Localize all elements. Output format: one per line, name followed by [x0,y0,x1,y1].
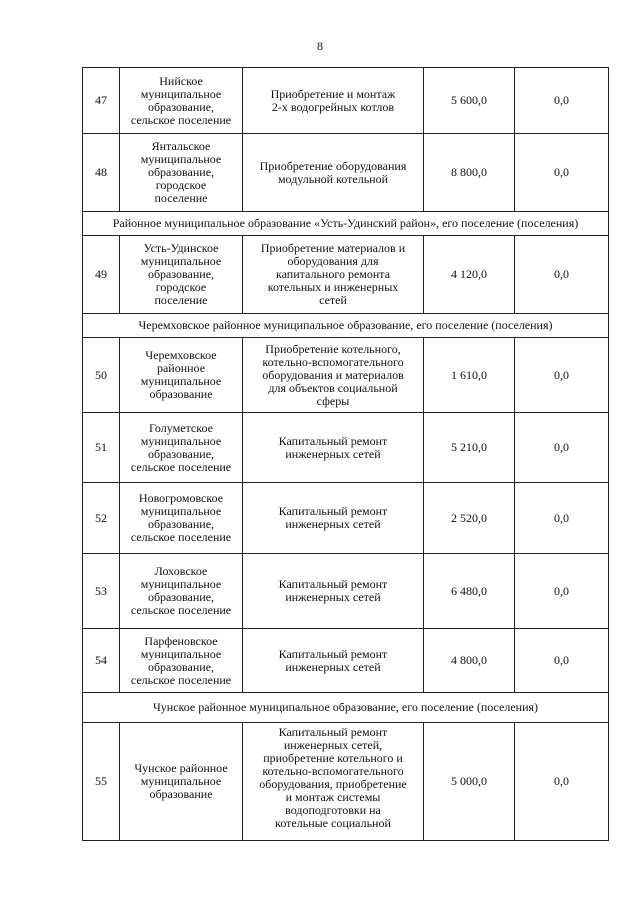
row-number: 50 [83,338,120,413]
purpose-text: Приобретение и монтаж 2-х водогрейных котлов [270,86,396,114]
row-number: 49 [83,236,120,314]
municipality-name: Нийское муниципальное образование, сельское поселение [130,73,232,127]
row-number: 47 [83,68,120,134]
purpose-text: Капитальный ремонт инженерных сетей [278,433,388,461]
value2-cell: 0,0 [515,629,609,693]
funding-table [82,67,609,841]
purpose-cell [243,629,424,693]
amount-cell: 5 000,0 [424,723,515,841]
municipality-cell [120,134,243,212]
purpose-cell [243,723,424,841]
table-row [83,338,609,413]
section-row [83,212,609,236]
value2-cell: 0,0 [515,68,609,134]
value2-cell: 0,0 [515,723,609,841]
amount-cell: 5 600,0 [424,68,515,134]
municipality-name: Янтальское муниципальное образование, городское поселение [140,139,222,205]
purpose-cell [243,483,424,554]
municipality-name: Лоховское муниципальное образование, сельское поселение [130,564,232,617]
purpose-text: Приобретение оборудования модульной котельной [259,158,407,186]
section-row [83,693,609,723]
municipality-name: Чунское районное муниципальное образование [134,761,228,801]
row-number: 53 [83,554,120,629]
row-number: 52 [83,483,120,554]
municipality-cell [120,483,243,554]
purpose-text: Приобретение материалов и оборудования для капитального ремонта котельных и инженерных сетей [260,241,406,307]
purpose-cell [243,134,424,212]
table-row [83,134,609,212]
municipality-name: Усть-Удинское муниципальное образование, городское поселение [140,241,222,307]
amount-cell: 1 610,0 [424,338,515,413]
section-heading: Районное муниципальное образование «Усть-Удинский район», его поселение (поселения) [83,212,609,236]
municipality-cell [120,338,243,413]
amount-cell: 8 800,0 [424,134,515,212]
table-row [83,554,609,629]
purpose-cell [243,236,424,314]
purpose-text: Капитальный ремонт инженерных сетей [278,577,388,604]
table-row [83,68,609,134]
municipality-name: Черемховское районное муниципальное образование [140,348,222,401]
value2-cell: 0,0 [515,338,609,413]
table-row [83,629,609,693]
table-row [83,413,609,483]
municipality-cell [120,554,243,629]
municipality-name: Парфеновское муниципальное образование, сельское поселение [130,633,232,687]
amount-cell: 6 480,0 [424,554,515,629]
section-heading: Чунское районное муниципальное образование, его поселение (поселения) [83,693,609,723]
purpose-cell [243,413,424,483]
page-number: 8 [317,39,323,53]
section-heading: Черемховское районное муниципальное образование, его поселение (поселения) [83,314,609,338]
purpose-text: Приобретение котельного, котельно-вспомогательного оборудования и материалов для объектов социальной сферы [262,341,404,408]
table-row [83,236,609,314]
purpose-text: Капитальный ремонт инженерных сетей [278,504,388,531]
row-number: 54 [83,629,120,693]
purpose-text: Капитальный ремонт инженерных сетей, приобретение котельного и котельно-вспомогательного оборудования, приобретение и монтаж системы водоподготовки на котельные социальной [259,725,407,830]
value2-cell: 0,0 [515,554,609,629]
amount-cell: 4 120,0 [424,236,515,314]
amount-cell: 2 520,0 [424,483,515,554]
value2-cell: 0,0 [515,413,609,483]
municipality-name: Голуметское муниципальное образование, сельское поселение [130,420,232,474]
purpose-cell [243,554,424,629]
row-number: 51 [83,413,120,483]
table-row [83,483,609,554]
municipality-cell [120,68,243,134]
value2-cell: 0,0 [515,236,609,314]
row-number: 48 [83,134,120,212]
value2-cell: 0,0 [515,134,609,212]
municipality-cell [120,629,243,693]
purpose-text: Капитальный ремонт инженерных сетей [278,646,388,674]
section-row [83,314,609,338]
amount-cell: 4 800,0 [424,629,515,693]
municipality-cell [120,723,243,841]
municipality-cell [120,236,243,314]
table-row [83,723,609,841]
value2-cell: 0,0 [515,483,609,554]
municipality-name: Новогромовское муниципальное образование, сельское поселение [130,491,232,544]
purpose-cell [243,68,424,134]
amount-cell: 5 210,0 [424,413,515,483]
municipality-cell [120,413,243,483]
purpose-cell [243,338,424,413]
row-number: 55 [83,723,120,841]
